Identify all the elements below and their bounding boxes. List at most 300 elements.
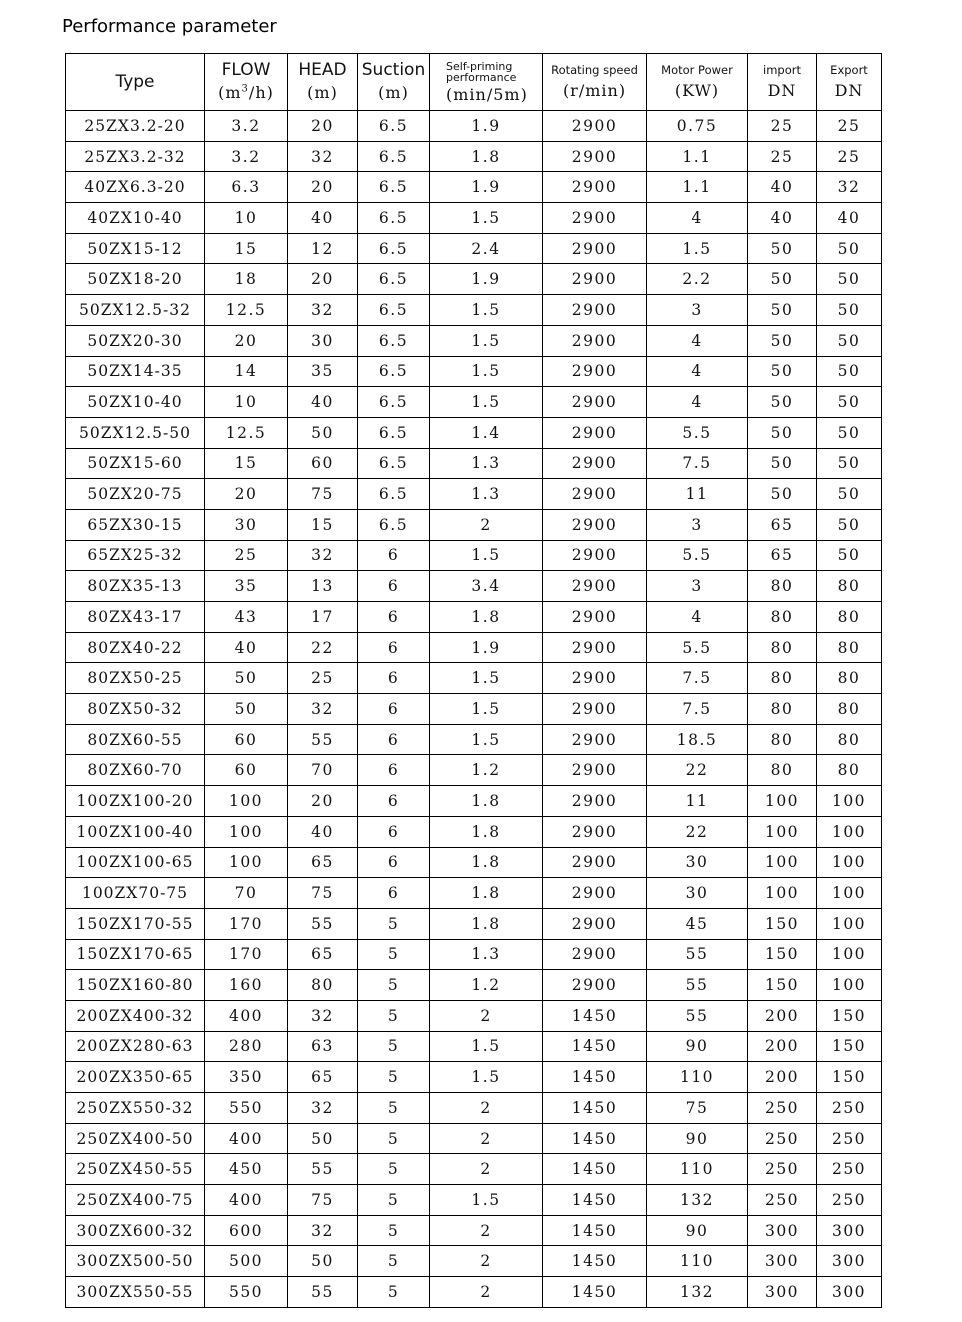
cell-head: 32 <box>288 694 358 725</box>
cell-flow: 70 <box>205 878 288 909</box>
cell-suction: 5 <box>358 1093 430 1124</box>
cell-type: 50ZX15-60 <box>66 448 205 479</box>
cell-export: 250 <box>817 1185 882 1216</box>
cell-speed: 2900 <box>543 540 647 571</box>
cell-export: 50 <box>817 325 882 356</box>
cell-speed: 2900 <box>543 816 647 847</box>
cell-type: 50ZX12.5-50 <box>66 417 205 448</box>
cell-self-priming: 3.4 <box>430 571 543 602</box>
cell-export: 40 <box>817 203 882 234</box>
cell-import: 300 <box>748 1246 817 1277</box>
cell-import: 80 <box>748 571 817 602</box>
cell-self-priming: 1.3 <box>430 479 543 510</box>
cell-export: 100 <box>817 786 882 817</box>
cell-suction: 6 <box>358 632 430 663</box>
cell-suction: 5 <box>358 939 430 970</box>
cell-flow: 400 <box>205 1123 288 1154</box>
cell-export: 100 <box>817 878 882 909</box>
cell-export: 100 <box>817 970 882 1001</box>
cell-power: 3 <box>647 571 748 602</box>
cell-head: 32 <box>288 1000 358 1031</box>
table-row <box>66 694 882 725</box>
cell-type: 50ZX20-30 <box>66 325 205 356</box>
cell-speed: 1450 <box>543 1215 647 1246</box>
cell-suction: 5 <box>358 1062 430 1093</box>
cell-import: 250 <box>748 1185 817 1216</box>
header-suction <box>358 54 430 111</box>
cell-speed: 1450 <box>543 1031 647 1062</box>
table-row <box>66 203 882 234</box>
table-row <box>66 325 882 356</box>
cell-head: 32 <box>288 141 358 172</box>
table-row <box>66 939 882 970</box>
cell-flow: 25 <box>205 540 288 571</box>
cell-speed: 2900 <box>543 755 647 786</box>
cell-self-priming: 1.5 <box>430 325 543 356</box>
cell-power: 11 <box>647 479 748 510</box>
cell-type: 250ZX400-75 <box>66 1185 205 1216</box>
cell-type: 25ZX3.2-32 <box>66 141 205 172</box>
cell-speed: 2900 <box>543 878 647 909</box>
cell-self-priming: 2 <box>430 509 543 540</box>
cell-import: 80 <box>748 663 817 694</box>
cell-speed: 2900 <box>543 448 647 479</box>
header-suction-label: Suction <box>361 59 426 80</box>
table-row <box>66 970 882 1001</box>
cell-type: 80ZX35-13 <box>66 571 205 602</box>
table-row <box>66 172 882 203</box>
cell-import: 80 <box>748 724 817 755</box>
cell-flow: 14 <box>205 356 288 387</box>
cell-import: 200 <box>748 1000 817 1031</box>
cell-speed: 1450 <box>543 1062 647 1093</box>
table-row <box>66 509 882 540</box>
cell-power: 45 <box>647 908 748 939</box>
cell-suction: 6.5 <box>358 448 430 479</box>
cell-head: 20 <box>288 111 358 142</box>
table-row <box>66 111 882 142</box>
cell-power: 90 <box>647 1031 748 1062</box>
cell-suction: 6 <box>358 540 430 571</box>
cell-type: 250ZX400-50 <box>66 1123 205 1154</box>
cell-head: 63 <box>288 1031 358 1062</box>
table-row <box>66 724 882 755</box>
cell-type: 300ZX600-32 <box>66 1215 205 1246</box>
cell-export: 100 <box>817 816 882 847</box>
cell-suction: 5 <box>358 1123 430 1154</box>
cell-speed: 2900 <box>543 295 647 326</box>
cell-import: 100 <box>748 847 817 878</box>
cell-self-priming: 1.8 <box>430 878 543 909</box>
cell-self-priming: 1.5 <box>430 1185 543 1216</box>
cell-head: 20 <box>288 172 358 203</box>
table-row <box>66 755 882 786</box>
cell-head: 40 <box>288 203 358 234</box>
cell-import: 250 <box>748 1154 817 1185</box>
cell-flow: 50 <box>205 663 288 694</box>
cell-type: 25ZX3.2-20 <box>66 111 205 142</box>
header-speed-unit: (r/min) <box>562 80 627 100</box>
cell-import: 50 <box>748 448 817 479</box>
cell-suction: 5 <box>358 1031 430 1062</box>
table-row <box>66 663 882 694</box>
cell-type: 200ZX400-32 <box>66 1000 205 1031</box>
cell-flow: 15 <box>205 233 288 264</box>
cell-export: 100 <box>817 908 882 939</box>
cell-import: 200 <box>748 1031 817 1062</box>
cell-speed: 1450 <box>543 1000 647 1031</box>
cell-flow: 350 <box>205 1062 288 1093</box>
table-row <box>66 602 882 633</box>
table-row <box>66 417 882 448</box>
cell-head: 55 <box>288 1277 358 1308</box>
cell-head: 55 <box>288 908 358 939</box>
cell-type: 50ZX15-12 <box>66 233 205 264</box>
cell-export: 50 <box>817 540 882 571</box>
table-row <box>66 816 882 847</box>
cell-export: 300 <box>817 1246 882 1277</box>
cell-speed: 2900 <box>543 632 647 663</box>
cell-suction: 6.5 <box>358 264 430 295</box>
cell-head: 15 <box>288 509 358 540</box>
cell-head: 13 <box>288 571 358 602</box>
cell-flow: 20 <box>205 325 288 356</box>
cell-power: 90 <box>647 1215 748 1246</box>
cell-head: 32 <box>288 1093 358 1124</box>
cell-type: 65ZX30-15 <box>66 509 205 540</box>
cell-speed: 2900 <box>543 325 647 356</box>
cell-import: 200 <box>748 1062 817 1093</box>
cell-speed: 2900 <box>543 203 647 234</box>
cell-flow: 550 <box>205 1277 288 1308</box>
cell-head: 40 <box>288 816 358 847</box>
cell-self-priming: 2.4 <box>430 233 543 264</box>
cell-speed: 2900 <box>543 663 647 694</box>
cell-power: 4 <box>647 203 748 234</box>
cell-self-priming: 1.4 <box>430 417 543 448</box>
cell-power: 5.5 <box>647 417 748 448</box>
cell-export: 25 <box>817 111 882 142</box>
header-power-label: Motor Power <box>661 63 733 78</box>
cell-power: 2.2 <box>647 264 748 295</box>
cell-head: 75 <box>288 1185 358 1216</box>
cell-self-priming: 2 <box>430 1093 543 1124</box>
cell-self-priming: 1.2 <box>430 970 543 1001</box>
cell-suction: 6.5 <box>358 509 430 540</box>
cell-head: 20 <box>288 264 358 295</box>
cell-flow: 160 <box>205 970 288 1001</box>
table-row <box>66 1215 882 1246</box>
cell-suction: 6.5 <box>358 141 430 172</box>
cell-power: 1.1 <box>647 172 748 203</box>
cell-type: 200ZX280-63 <box>66 1031 205 1062</box>
cell-export: 250 <box>817 1123 882 1154</box>
cell-type: 150ZX170-55 <box>66 908 205 939</box>
cell-head: 40 <box>288 387 358 418</box>
cell-export: 50 <box>817 479 882 510</box>
cell-head: 32 <box>288 295 358 326</box>
cell-suction: 6 <box>358 786 430 817</box>
cell-head: 55 <box>288 1154 358 1185</box>
cell-head: 35 <box>288 356 358 387</box>
cell-flow: 15 <box>205 448 288 479</box>
header-self-priming-unit: (min/5m) <box>446 84 528 104</box>
cell-power: 7.5 <box>647 694 748 725</box>
cell-type: 100ZX70-75 <box>66 878 205 909</box>
cell-suction: 6.5 <box>358 233 430 264</box>
cell-import: 80 <box>748 602 817 633</box>
cell-type: 100ZX100-40 <box>66 816 205 847</box>
cell-import: 50 <box>748 325 817 356</box>
cell-self-priming: 1.8 <box>430 602 543 633</box>
cell-self-priming: 2 <box>430 1123 543 1154</box>
cell-suction: 6.5 <box>358 325 430 356</box>
cell-self-priming: 1.8 <box>430 786 543 817</box>
cell-speed: 2900 <box>543 724 647 755</box>
cell-self-priming: 1.8 <box>430 816 543 847</box>
table-row <box>66 295 882 326</box>
cell-suction: 5 <box>358 1185 430 1216</box>
cell-power: 22 <box>647 755 748 786</box>
cell-type: 100ZX100-65 <box>66 847 205 878</box>
cell-power: 110 <box>647 1154 748 1185</box>
cell-flow: 3.2 <box>205 111 288 142</box>
cell-import: 50 <box>748 417 817 448</box>
cell-suction: 6 <box>358 755 430 786</box>
cell-flow: 100 <box>205 786 288 817</box>
header-row <box>66 54 882 111</box>
cell-speed: 2900 <box>543 111 647 142</box>
cell-self-priming: 1.3 <box>430 448 543 479</box>
table-row <box>66 233 882 264</box>
cell-import: 300 <box>748 1277 817 1308</box>
cell-suction: 6 <box>358 694 430 725</box>
header-export-label: Export <box>830 63 868 78</box>
cell-export: 50 <box>817 264 882 295</box>
header-suction-unit: (m) <box>378 83 409 103</box>
cell-self-priming: 1.9 <box>430 632 543 663</box>
cell-export: 80 <box>817 694 882 725</box>
cell-flow: 60 <box>205 755 288 786</box>
cell-suction: 5 <box>358 1246 430 1277</box>
cell-flow: 100 <box>205 847 288 878</box>
cell-type: 80ZX60-55 <box>66 724 205 755</box>
cell-self-priming: 2 <box>430 1215 543 1246</box>
cell-power: 1.1 <box>647 141 748 172</box>
cell-export: 150 <box>817 1031 882 1062</box>
cell-suction: 5 <box>358 1154 430 1185</box>
cell-type: 80ZX50-25 <box>66 663 205 694</box>
table-row <box>66 786 882 817</box>
header-self-priming-label-1: Self-priming <box>446 59 513 73</box>
cell-import: 50 <box>748 264 817 295</box>
cell-suction: 5 <box>358 1000 430 1031</box>
cell-self-priming: 2 <box>430 1154 543 1185</box>
cell-export: 80 <box>817 755 882 786</box>
table-row <box>66 1185 882 1216</box>
cell-power: 4 <box>647 325 748 356</box>
cell-suction: 5 <box>358 908 430 939</box>
cell-import: 100 <box>748 786 817 817</box>
cell-flow: 170 <box>205 908 288 939</box>
cell-suction: 5 <box>358 1277 430 1308</box>
cell-flow: 600 <box>205 1215 288 1246</box>
table-row <box>66 540 882 571</box>
table-row <box>66 1246 882 1277</box>
cell-flow: 400 <box>205 1185 288 1216</box>
cell-import: 50 <box>748 479 817 510</box>
table-row <box>66 632 882 663</box>
header-export-unit: DN <box>834 80 864 100</box>
cell-type: 80ZX60-70 <box>66 755 205 786</box>
cell-export: 50 <box>817 356 882 387</box>
cell-suction: 6.5 <box>358 417 430 448</box>
cell-suction: 6.5 <box>358 295 430 326</box>
cell-import: 80 <box>748 755 817 786</box>
header-type-label: Type <box>115 72 155 92</box>
cell-speed: 1450 <box>543 1277 647 1308</box>
cell-suction: 6 <box>358 602 430 633</box>
header-power <box>647 54 748 111</box>
cell-flow: 10 <box>205 387 288 418</box>
cell-export: 150 <box>817 1062 882 1093</box>
cell-self-priming: 1.9 <box>430 264 543 295</box>
cell-flow: 60 <box>205 724 288 755</box>
cell-speed: 2900 <box>543 417 647 448</box>
cell-power: 90 <box>647 1123 748 1154</box>
table-body <box>66 111 882 1308</box>
cell-flow: 40 <box>205 632 288 663</box>
cell-power: 11 <box>647 786 748 817</box>
table-row <box>66 1000 882 1031</box>
table-row <box>66 448 882 479</box>
cell-self-priming: 2 <box>430 1246 543 1277</box>
cell-flow: 35 <box>205 571 288 602</box>
cell-import: 150 <box>748 970 817 1001</box>
cell-type: 80ZX40-22 <box>66 632 205 663</box>
cell-power: 0.75 <box>647 111 748 142</box>
cell-import: 50 <box>748 233 817 264</box>
cell-export: 50 <box>817 233 882 264</box>
cell-import: 100 <box>748 816 817 847</box>
cell-type: 150ZX160-80 <box>66 970 205 1001</box>
cell-speed: 2900 <box>543 571 647 602</box>
cell-type: 50ZX18-20 <box>66 264 205 295</box>
cell-head: 17 <box>288 602 358 633</box>
header-import <box>748 54 817 111</box>
cell-power: 110 <box>647 1062 748 1093</box>
cell-speed: 2900 <box>543 908 647 939</box>
cell-export: 50 <box>817 387 882 418</box>
cell-import: 300 <box>748 1215 817 1246</box>
header-head-label: HEAD <box>298 59 347 80</box>
cell-self-priming: 1.5 <box>430 387 543 418</box>
table-row <box>66 387 882 418</box>
cell-export: 150 <box>817 1000 882 1031</box>
cell-import: 25 <box>748 141 817 172</box>
cell-export: 80 <box>817 602 882 633</box>
cell-self-priming: 1.5 <box>430 1031 543 1062</box>
cell-import: 65 <box>748 509 817 540</box>
cell-export: 250 <box>817 1154 882 1185</box>
cell-head: 20 <box>288 786 358 817</box>
header-flow-unit: $(m^3/h)$ <box>218 83 274 103</box>
cell-head: 60 <box>288 448 358 479</box>
table-row <box>66 908 882 939</box>
cell-type: 40ZX6.3-20 <box>66 172 205 203</box>
cell-flow: 6.3 <box>205 172 288 203</box>
cell-type: 250ZX450-55 <box>66 1154 205 1185</box>
cell-head: 55 <box>288 724 358 755</box>
cell-speed: 2900 <box>543 141 647 172</box>
cell-export: 80 <box>817 663 882 694</box>
cell-export: 25 <box>817 141 882 172</box>
cell-flow: 100 <box>205 816 288 847</box>
cell-power: 30 <box>647 878 748 909</box>
cell-suction: 6 <box>358 724 430 755</box>
cell-export: 250 <box>817 1093 882 1124</box>
cell-type: 150ZX170-65 <box>66 939 205 970</box>
cell-import: 250 <box>748 1093 817 1124</box>
cell-head: 75 <box>288 479 358 510</box>
table-row <box>66 1031 882 1062</box>
cell-suction: 6.5 <box>358 172 430 203</box>
cell-self-priming: 1.5 <box>430 356 543 387</box>
table-row <box>66 1123 882 1154</box>
cell-speed: 2900 <box>543 387 647 418</box>
cell-head: 65 <box>288 939 358 970</box>
cell-type: 250ZX550-32 <box>66 1093 205 1124</box>
cell-speed: 2900 <box>543 939 647 970</box>
cell-suction: 5 <box>358 970 430 1001</box>
cell-suction: 6.5 <box>358 203 430 234</box>
cell-export: 80 <box>817 571 882 602</box>
cell-import: 25 <box>748 111 817 142</box>
cell-export: 50 <box>817 295 882 326</box>
cell-speed: 2900 <box>543 233 647 264</box>
cell-flow: 30 <box>205 509 288 540</box>
cell-type: 50ZX10-40 <box>66 387 205 418</box>
cell-type: 100ZX100-20 <box>66 786 205 817</box>
cell-head: 70 <box>288 755 358 786</box>
page-title: Performance parameter <box>62 16 277 37</box>
cell-power: 7.5 <box>647 663 748 694</box>
cell-speed: 1450 <box>543 1154 647 1185</box>
cell-type: 80ZX43-17 <box>66 602 205 633</box>
header-head-unit: (m) <box>307 83 338 103</box>
cell-speed: 2900 <box>543 264 647 295</box>
cell-self-priming: 2 <box>430 1000 543 1031</box>
cell-self-priming: 1.8 <box>430 908 543 939</box>
cell-speed: 1450 <box>543 1246 647 1277</box>
cell-suction: 6 <box>358 847 430 878</box>
performance-table <box>65 53 882 1308</box>
cell-speed: 2900 <box>543 786 647 817</box>
cell-head: 50 <box>288 1123 358 1154</box>
cell-power: 4 <box>647 387 748 418</box>
table-row <box>66 356 882 387</box>
cell-type: 300ZX550-55 <box>66 1277 205 1308</box>
cell-export: 100 <box>817 847 882 878</box>
cell-power: 18.5 <box>647 724 748 755</box>
cell-power: 30 <box>647 847 748 878</box>
cell-speed: 2900 <box>543 847 647 878</box>
cell-import: 250 <box>748 1123 817 1154</box>
cell-type: 65ZX25-32 <box>66 540 205 571</box>
cell-power: 5.5 <box>647 632 748 663</box>
cell-power: 55 <box>647 1000 748 1031</box>
cell-speed: 2900 <box>543 172 647 203</box>
